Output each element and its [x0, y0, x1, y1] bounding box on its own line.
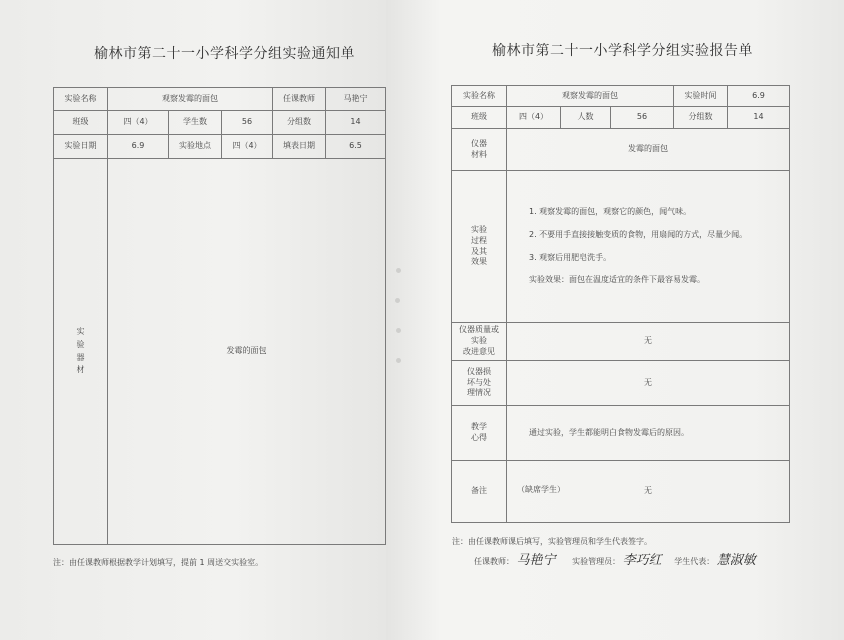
notice-sheet [0, 0, 386, 640]
manager-sign-label: 实验管理员： [572, 557, 621, 566]
report-instruments-label: 仪器 材料 [452, 129, 507, 171]
report-name-label: 实验名称 [452, 86, 507, 107]
report-reflection-value: 通过实验，学生都能明白食物发霉后的原因。 [507, 406, 790, 461]
process-step-2: 2. 不要用手直接接触变质的食物，用扇闻的方式，尽量少闻。 [529, 229, 748, 239]
punch-hole [396, 358, 401, 363]
report-time-value: 6.9 [728, 86, 790, 107]
report-groups-value: 14 [728, 107, 790, 129]
report-people-value: 56 [611, 107, 674, 129]
student-signature: 慧淑敏 [716, 553, 756, 568]
notice-name-label: 实验名称 [54, 88, 108, 111]
absent-students-label: （缺席学生） [517, 485, 565, 494]
process-step-3: 3. 观察后用肥皂洗手。 [529, 252, 612, 262]
notice-date-label: 实验日期 [54, 135, 108, 159]
teacher-signature: 马艳宁 [516, 553, 556, 568]
notice-equipment-value: 发霉的面包 [108, 159, 386, 545]
notice-filldate-value: 6.5 [326, 135, 386, 159]
notice-date-value: 6.9 [108, 135, 169, 159]
report-groups-label: 分组数 [674, 107, 728, 129]
notice-location-value: 四（4） [222, 135, 273, 159]
notice-location-label: 实验地点 [169, 135, 222, 159]
report-remarks-value [507, 461, 790, 523]
notice-students-value: 56 [222, 111, 273, 135]
teacher-sign-label: 任课教师： [474, 557, 514, 566]
notice-equipment-label: 实 验 器 材 [54, 159, 108, 545]
notice-groups-label: 分组数 [273, 111, 326, 135]
report-class-label: 班级 [452, 107, 507, 129]
student-sign-label: 学生代表： [674, 557, 715, 566]
report-quality-label: 仪器质量或 实验 改进意见 [452, 323, 507, 361]
signature-row [474, 549, 756, 568]
notice-table [53, 87, 386, 545]
report-class-value: 四（4） [507, 107, 561, 129]
report-footnote: 注：由任课教师课后填写，实验管理员和学生代表签字。 [452, 537, 652, 546]
notice-teacher-value: 马艳宁 [326, 88, 386, 111]
punch-hole [395, 298, 400, 303]
report-process-label: 实验 过程 及其 效果 [452, 171, 507, 323]
report-instruments-value: 发霉的面包 [507, 129, 790, 171]
notice-footnote: 注：由任课教师根据教学计划填写，提前 1 周送交实验室。 [53, 558, 264, 567]
report-title: 榆林市第二十一小学科学分组实验报告单 [492, 43, 753, 59]
process-step-1: 1. 观察发霉的面包，观察它的颜色，闻气味。 [529, 206, 692, 216]
punch-hole [396, 268, 401, 273]
report-damage-value: 无 [507, 361, 790, 406]
report-quality-value: 无 [507, 323, 790, 361]
report-sheet [386, 0, 844, 640]
report-remarks-label: 备注 [452, 461, 507, 523]
report-process-value [507, 171, 790, 323]
notice-filldate-label: 填表日期 [273, 135, 326, 159]
report-name-value: 观察发霉的面包 [507, 86, 674, 107]
report-reflection-label: 教学 心得 [452, 406, 507, 461]
report-people-label: 人数 [561, 107, 611, 129]
manager-signature: 李巧红 [622, 553, 662, 568]
notice-teacher-label: 任课教师 [273, 88, 326, 111]
notice-title: 榆林市第二十一小学科学分组实验通知单 [94, 46, 355, 62]
punch-hole [396, 328, 401, 333]
notice-class-value: 四（4） [108, 111, 169, 135]
notice-students-label: 学生数 [169, 111, 222, 135]
process-effect: 实验效果：面包在温度适宜的条件下最容易发霉。 [529, 275, 705, 285]
remarks-text: 无 [644, 486, 652, 496]
notice-class-label: 班级 [54, 111, 108, 135]
report-damage-label: 仪器损 坏与处 理情况 [452, 361, 507, 406]
report-time-label: 实验时间 [674, 86, 728, 107]
notice-groups-value: 14 [326, 111, 386, 135]
notice-name-value: 观察发霉的面包 [108, 88, 273, 111]
report-table [451, 85, 790, 523]
